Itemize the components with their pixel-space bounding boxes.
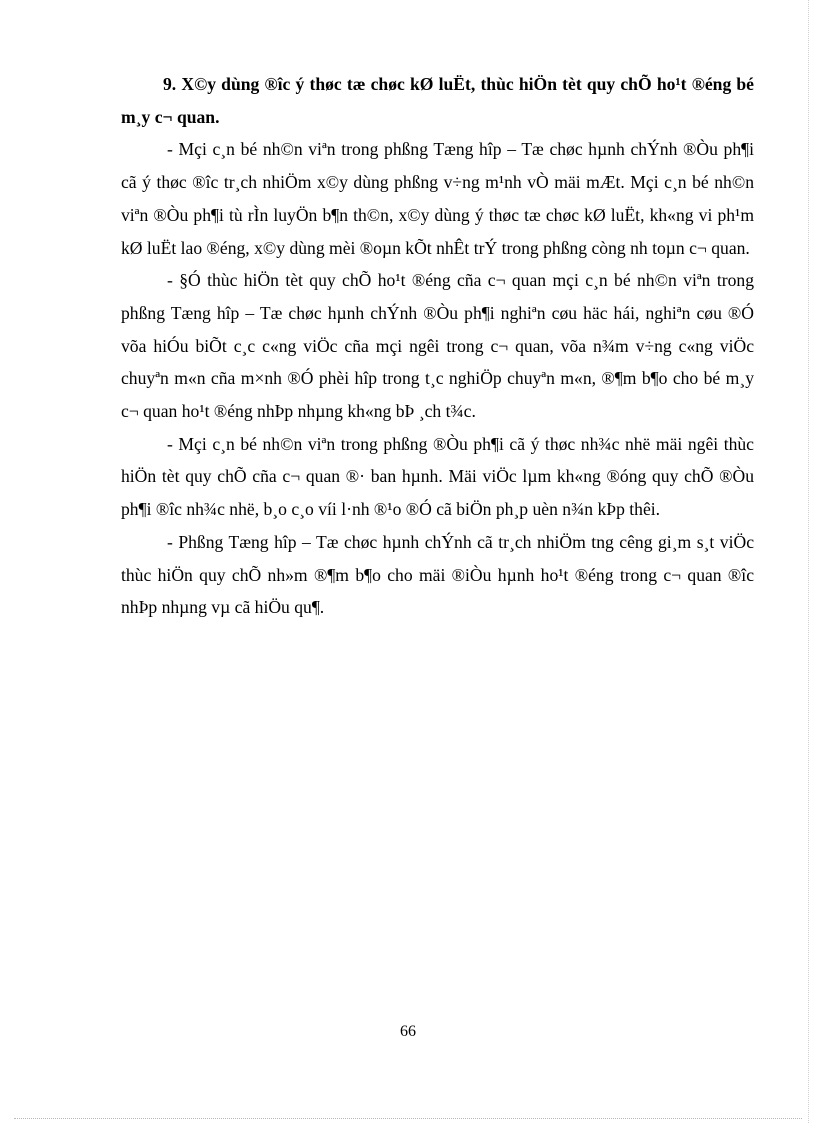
paragraph-1: - Mçi c¸n bé nh©n viªn trong phßng Tæng hîp – Tæ chøc hµnh chÝnh ®Òu ph¶i cã ý thøc ®îc tr¸ch nhiÖm x©y dùng phßng v÷ng m¹nh vÒ mäi mÆt. Mçi c¸n bé nh©n viªn ®Òu ph¶i tù rÌn luyÖn b¶n th©n, x©y dùng ý thøc tæ chøc kØ luËt, kh«ng vi ph¹m kØ luËt lao ®éng, x©y dùng mèi ®oµn kÕt nhÊt trÝ trong phßng còng nh toµn c¬ quan.	[121, 139, 754, 258]
paragraph-2: - §Ó thùc hiÖn tèt quy chÕ ho¹t ®éng cña c¬ quan mçi c¸n bé nh©n viªn trong phßng Tæng hîp – Tæ chøc hµnh chÝnh ®Òu ph¶i nghiªn cøu häc hái, nghiªn cøu ®Ó võa hiÓu biÕt c¸c c«ng viÖc cña mçi ngêi trong c¬ quan, võa n¾m v÷ng c«ng viÖc chuyªn m«n cña m×nh ®Ó phèi hîp trong t¸c nghiÖp chuyªn m«n, ®¶m b¶o cho bé m¸y c¬ quan ho¹t ®éng nhÞp nhµng kh«ng bÞ ¸ch t¾c.	[121, 270, 754, 422]
paragraph-4: - Phßng Tæng hîp – Tæ chøc hµnh chÝnh cã tr¸ch nhiÖm tng cêng gi¸m s¸t viÖc thùc hiÖn quy chÕ nh»m ®¶m b¶o cho mäi ®iÒu hµnh ho¹t ®éng trong c¬ quan ®îc nhÞp nhµng vµ cã hiÖu qu¶.	[121, 531, 754, 618]
document-body	[121, 68, 754, 624]
page-edge-line	[808, 0, 809, 1123]
page-number: 66	[400, 1023, 416, 1040]
paragraph-3: - Mçi c¸n bé nh©n viªn trong phßng ®Òu ph¶i cã ý thøc nh¾c nhë mäi ngêi thùc hiÖn tèt quy chÕ cña c¬ quan ®· ban hµnh. Mäi viÖc lµm kh«ng ®óng quy chÕ ®Òu ph¶i ®îc nh¾c nhë, b¸o c¸o víi l·nh ®¹o ®Ó cã biÖn ph¸p uèn n¾n kÞp thêi.	[121, 433, 754, 520]
page-bottom-divider	[14, 1118, 802, 1119]
section-heading: 9. X©y dùng ®îc ý thøc tæ chøc kØ luËt, thùc hiÖn tèt quy chÕ ho¹t ®éng bé m¸y c¬ quan.	[121, 74, 754, 127]
